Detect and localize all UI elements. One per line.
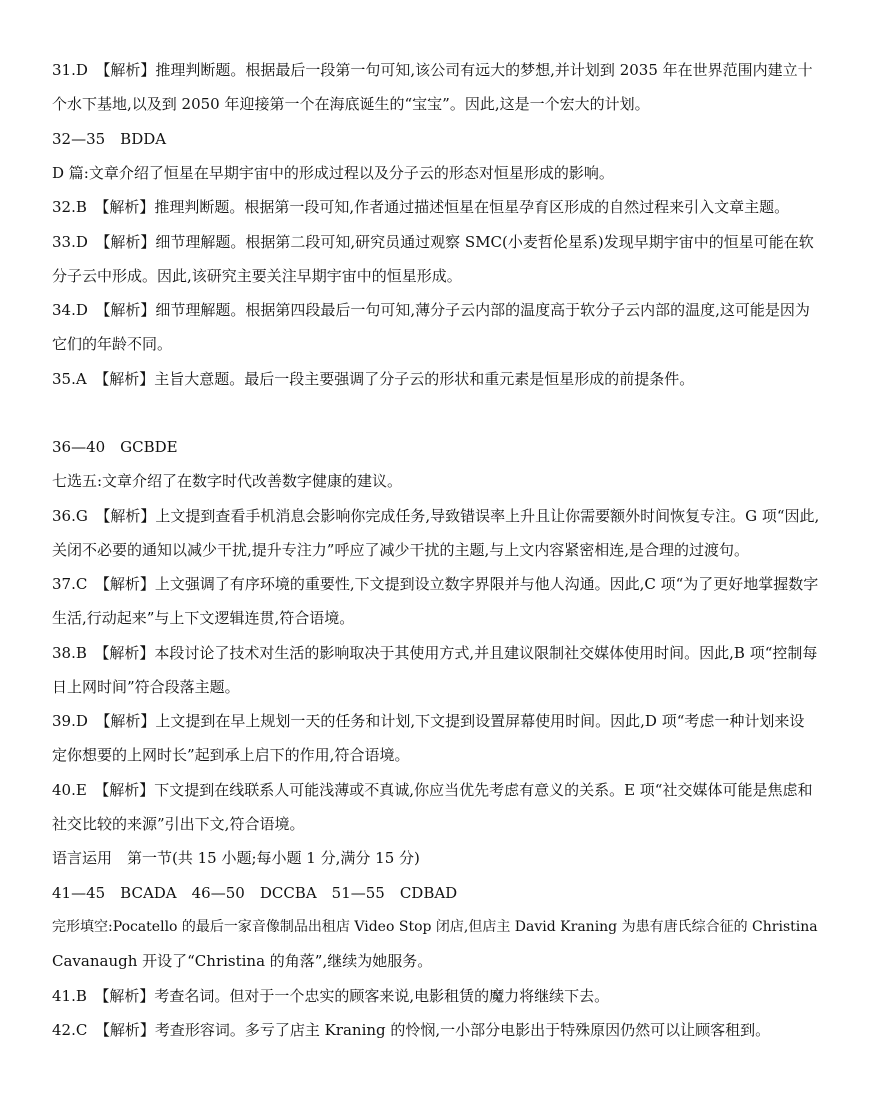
text-line: 37.C 【解析】上文强调了有序环境的重要性,下文提到设立数字界限并与他人沟通。因此,C 项“为了更好地掌握数字 bbox=[52, 575, 819, 593]
text-line: 32.B 【解析】推理判断题。根据第一段可知,作者通过描述恒星在恒星孕育区形成的自然过程来引入文章主题。 bbox=[52, 198, 790, 216]
text-line: 34.D 【解析】细节理解题。根据第四段最后一句可知,薄分子云内部的温度高于软分子云内部的温度,这可能是因为 bbox=[52, 301, 810, 319]
text-line: 个水下基地,以及到 2050 年迎接第一个在海底诞生的“宝宝”。因此,这是一个宏大的计划。 bbox=[52, 95, 650, 113]
text-line: 36—40 GCBDE bbox=[52, 438, 178, 456]
text-line: 33.D 【解析】细节理解题。根据第二段可知,研究员通过观察 SMC(小麦哲伦星系)发现早期宇宙中的恒星可能在软 bbox=[52, 233, 814, 251]
text-line: 39.D 【解析】上文提到在早上规划一天的任务和计划,下文提到设置屏幕使用时间。因此,D 项“考虑一种计划来设 bbox=[52, 712, 805, 730]
text-line: 它们的年龄不同。 bbox=[52, 335, 173, 353]
text-line: 42.C 【解析】考查形容词。多亏了店主 Kraning 的怜悯,一小部分电影出于特殊原因仍然可以让顾客租到。 bbox=[52, 1021, 771, 1039]
text-line: 32—35 BDDA bbox=[52, 130, 167, 148]
text-line: 完形填空:Pocatello 的最后一家音像制品出租店 Video Stop 闭店,但店主 David Kraning 为患有唐氏综合征的 Christina bbox=[52, 919, 818, 935]
text-line: D 篇:文章介绍了恒星在早期宇宙中的形成过程以及分子云的形态对恒星形成的影响。 bbox=[52, 164, 614, 182]
section-heading: 语言运用 第一节(共 15 小题;每小题 1 分,满分 15 分) bbox=[52, 849, 420, 867]
text-line: 35.A 【解析】主旨大意题。最后一段主要强调了分子云的形状和重元素是恒星形成的前提条件。 bbox=[52, 370, 695, 388]
answer-key: 41—45 BCADA 46—50 DCCBA 51—55 CDBAD bbox=[52, 884, 458, 902]
text-line: 31.D 【解析】推理判断题。根据最后一段第一句可知,该公司有远大的梦想,并计划到 2035 年在世界范围内建立十 bbox=[52, 61, 813, 79]
text-line: 生活,行动起来”与上下文逻辑连贯,符合语境。 bbox=[52, 609, 355, 627]
text-line: 36.G 【解析】上文提到查看手机消息会影响你完成任务,导致错误率上升且让你需要额外时间恢复专注。G 项“因此, bbox=[52, 507, 820, 525]
text-line: 七选五:文章介绍了在数字时代改善数字健康的建议。 bbox=[52, 472, 403, 490]
text-line: 日上网时间”符合段落主题。 bbox=[52, 678, 240, 696]
text-line: 关闭不必要的通知以减少干扰,提升专注力”呼应了减少干扰的主题,与上文内容紧密相连,是合理的过渡句。 bbox=[52, 541, 749, 559]
text-line: 41.B 【解析】考查名词。但对于一个忠实的顾客来说,电影租赁的魔力将继续下去。 bbox=[52, 987, 610, 1005]
text-line: 定你想要的上网时长”起到承上启下的作用,符合语境。 bbox=[52, 746, 410, 764]
text-line: 40.E 【解析】下文提到在线联系人可能浅薄或不真诚,你应当优先考虑有意义的关系。E 项“社交媒体可能是焦虑和 bbox=[52, 781, 813, 799]
text-line: 分子云中形成。因此,该研究主要关注早期宇宙中的恒星形成。 bbox=[52, 267, 462, 285]
text-line: Cavanaugh 开设了“Christina 的角落”,继续为她服务。 bbox=[52, 952, 433, 970]
text-line: 38.B 【解析】本段讨论了技术对生活的影响取决于其使用方式,并且建议限制社交媒体使用时间。因此,B 项“控制每 bbox=[52, 644, 818, 662]
text-line: 社交比较的来源”引出下文,符合语境。 bbox=[52, 815, 305, 833]
